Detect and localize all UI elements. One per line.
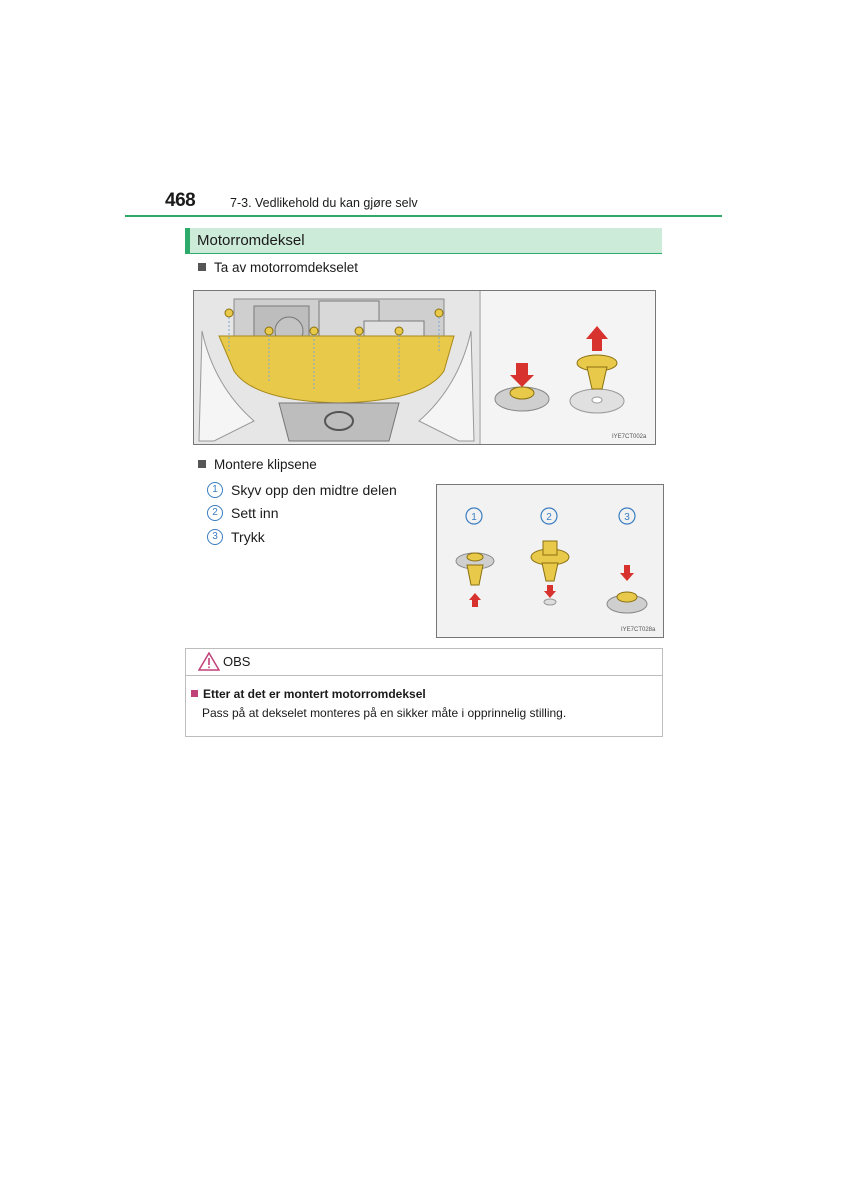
obs-item-title-text: Etter at det er montert motorromdeksel [203, 687, 426, 701]
subheading-install [198, 457, 317, 472]
clip-install-figure [436, 484, 664, 638]
section-accent [185, 228, 190, 253]
step-1 [207, 482, 397, 498]
chapter-title: 7-3. Vedlikehold du kan gjøre selv [230, 196, 418, 210]
section-title: Motorromdeksel [197, 232, 305, 249]
step-3 [207, 529, 265, 545]
svg-text:1: 1 [471, 512, 477, 523]
svg-text:2: 2 [546, 512, 552, 523]
square-bullet-icon [198, 460, 206, 468]
obs-warning-box [185, 648, 663, 737]
square-bullet-icon [198, 263, 206, 271]
warning-triangle-icon [198, 652, 220, 671]
obs-label: OBS [223, 654, 251, 669]
step-2 [207, 505, 278, 521]
engine-cover-figure [193, 290, 656, 445]
svg-text:3: 3 [624, 512, 630, 523]
obs-header [186, 649, 662, 676]
figure-code-install: IYE7CT028a [621, 627, 656, 633]
step-text-1: Skyv opp den midtre delen [231, 482, 397, 498]
obs-item-text: Pass på at dekselet monteres på en sikker måte i opprinnelig stilling. [202, 706, 567, 720]
subheading-remove-text: Ta av motorromdekselet [214, 260, 359, 275]
step-number-3: 3 [207, 529, 223, 545]
step-number-2: 2 [207, 505, 223, 521]
clip-steps-illustration [437, 485, 663, 637]
page-number: 468 [165, 190, 196, 211]
figure-code-remove: IYE7CT002a [612, 434, 647, 440]
subheading-install-text: Montere klipsene [214, 457, 317, 472]
square-bullet-icon [191, 690, 198, 697]
engine-bay-illustration [194, 291, 655, 444]
step-number-1: 1 [207, 482, 223, 498]
obs-item-title [191, 687, 426, 701]
step-text-2: Sett inn [231, 505, 279, 521]
section-title-bar [185, 228, 662, 254]
step-text-3: Trykk [231, 529, 265, 545]
header-rule [125, 215, 722, 217]
subheading-remove [198, 260, 358, 275]
